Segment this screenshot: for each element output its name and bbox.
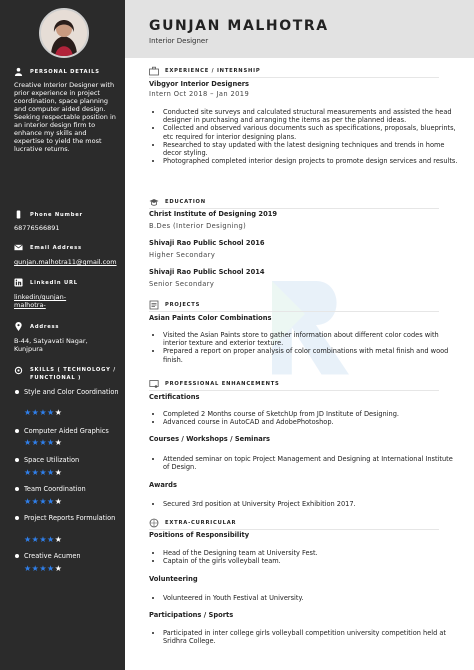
school-name: Christ Institute of Designing 2019 (149, 210, 278, 218)
experience-section (149, 66, 260, 76)
linkedin-heading: LinkedIn URL (30, 279, 78, 286)
divider (149, 529, 439, 530)
list-item: • Participated in inter college girls volleyball competition university competition held at Sridhra College. (163, 629, 459, 645)
projects-list (149, 331, 459, 364)
skill-label: Team Coordination (24, 485, 86, 493)
bullet-dot (15, 487, 19, 491)
school-detail: Senior Secondary (149, 280, 215, 288)
skill-label: Style and Color Coordination (24, 388, 119, 396)
bullet-dot (15, 458, 19, 462)
courses-title: Courses / Workshops / Seminars (149, 435, 271, 443)
skill-rating: ★★★★★ (24, 535, 63, 544)
list-item: • Conducted site surveys and calculated structural measurements and assisted the head designer in purchasing and arranging the items as per the planned ideas. (163, 108, 459, 124)
bullet-dot (15, 429, 19, 433)
candidate-name: GUNJAN MALHOTRA (149, 18, 329, 34)
responsibility-list (149, 549, 459, 565)
email-link[interactable]: gunjan.malhotra11@gmail.com (14, 258, 117, 266)
school-name: Shivaji Rao Public School 2014 (149, 268, 265, 276)
mail-icon (14, 243, 23, 252)
list-item: • Researched to stay updated with the latest designing techniques and trends in home decor styling. (163, 141, 459, 157)
linkedin-link[interactable]: linkedin/gunjan-malhotra- (14, 293, 67, 309)
phone-icon (14, 210, 23, 219)
skill-label: Project Reports Formulation (24, 514, 116, 522)
list-item: • Photographed completed interior design projects to promote design services and results. (163, 157, 459, 165)
project-title: Asian Paints Color Combinations (149, 314, 272, 322)
skill-rating: ★★★★★ (24, 408, 63, 417)
email-section (14, 243, 82, 252)
extra-section (149, 518, 236, 528)
linkedin-section (14, 278, 78, 287)
divider (149, 77, 439, 78)
profile-summary: Creative Interior Designer with prior experience in project coordination, space planning and computer aided design. Seeking respectable position in an interior design firm to enhance my skills and expertise to yield the most lucrative returns. (14, 81, 116, 153)
list-item: • Secured 3rd position at University Project Exhibition 2017. (163, 500, 459, 508)
personal-details-heading: PERSONAL DETAILS (30, 68, 100, 75)
skill-label: Creative Acumen (24, 552, 81, 560)
address-heading: Address (30, 323, 60, 330)
list-item: • Visited the Asian Paints store to gather information about different color codes with interior texture and exterior texture. (163, 331, 459, 347)
list-item: • Volunteered in Youth Festival at University. (163, 594, 459, 602)
school-detail: B.Des (Interior Designing) (149, 222, 247, 230)
skill-label: Space Utilization (24, 456, 80, 464)
phone-number: 68776566891 (14, 224, 60, 232)
list-item: • Advanced course in AutoCAD and AdobePhotoshop. (163, 418, 459, 426)
sports-list (149, 629, 459, 645)
bullet-dot (15, 390, 19, 394)
skill-rating: ★★★★★ (24, 468, 63, 477)
list-item: • Attended seminar on topic Project Management and Designing at International Institute of Design. (163, 455, 459, 471)
phone-section (14, 210, 83, 219)
extra-curricular-icon (149, 518, 159, 528)
certifications-title: Certifications (149, 393, 200, 401)
projects-icon (149, 300, 159, 310)
responsibility-title: Positions of Responsibility (149, 531, 250, 539)
list-item: • Collected and observed various documents such as specifications, proposals, blueprints, etc required for interior designing plans. (163, 124, 459, 140)
phone-heading: Phone Number (30, 211, 83, 218)
education-heading: EDUCATION (165, 199, 206, 205)
education-section (149, 197, 206, 207)
divider (149, 390, 439, 391)
divider (149, 311, 439, 312)
list-item: • Captain of the girls volleyball team. (163, 557, 459, 565)
skill-label: Computer Aided Graphics (24, 427, 109, 435)
list-item: • Head of the Designing team at University Fest. (163, 549, 459, 557)
bullet-dot (15, 516, 19, 520)
projects-section (149, 300, 200, 310)
divider (149, 208, 439, 209)
projects-heading: PROJECTS (165, 302, 201, 308)
email-heading: Email Address (30, 244, 82, 251)
address-section (14, 322, 59, 331)
extra-heading: EXTRA-CURRICULAR (165, 520, 237, 526)
skill-rating: ★★★★★ (24, 497, 63, 506)
professional-section (149, 379, 280, 389)
address-text: B-44, Satyavati Nagar, Kunjpura (14, 337, 88, 353)
skills-section (14, 366, 122, 382)
school-name: Shivaji Rao Public School 2016 (149, 239, 265, 247)
school-detail: Higher Secondary (149, 251, 216, 259)
sports-title: Participations / Sports (149, 611, 234, 619)
briefcase-icon (149, 66, 159, 76)
experience-list (149, 108, 459, 165)
certificate-icon (149, 379, 159, 389)
professional-heading: PROFESSIONAL ENHANCEMENTS (165, 381, 280, 387)
courses-list (149, 455, 459, 471)
awards-title: Awards (149, 481, 177, 489)
bullet-dot (15, 554, 19, 558)
experience-heading: EXPERIENCE / INTERNSHIP (165, 68, 261, 74)
personal-details-section (14, 67, 100, 76)
list-item: • Completed 2 Months course of SketchUp from JD Institute of Designing. (163, 410, 459, 418)
skills-heading: SKILLS ( TECHNOLOGY / FUNCTIONAL ) (30, 367, 116, 381)
profile-photo (39, 8, 89, 58)
internship-period: Intern Oct 2018 – Jan 2019 (149, 90, 250, 98)
volunteering-title: Volunteering (149, 575, 198, 583)
linkedin-icon (14, 278, 23, 287)
certifications-list (149, 410, 459, 426)
company-name: Vibgyor Interior Designers (149, 80, 250, 88)
candidate-title: Interior Designer (149, 37, 209, 45)
skill-rating: ★★★★★ (24, 564, 63, 573)
awards-list (149, 500, 459, 508)
person-icon (14, 67, 23, 76)
location-pin-icon (14, 322, 23, 331)
graduation-cap-icon (149, 197, 159, 207)
skills-icon (14, 366, 23, 375)
list-item: • Prepared a report on proper analysis of color combinations with metal finish and wood finish. (163, 347, 459, 363)
volunteering-list (149, 594, 459, 602)
skill-rating: ★★★★★ (24, 438, 63, 447)
